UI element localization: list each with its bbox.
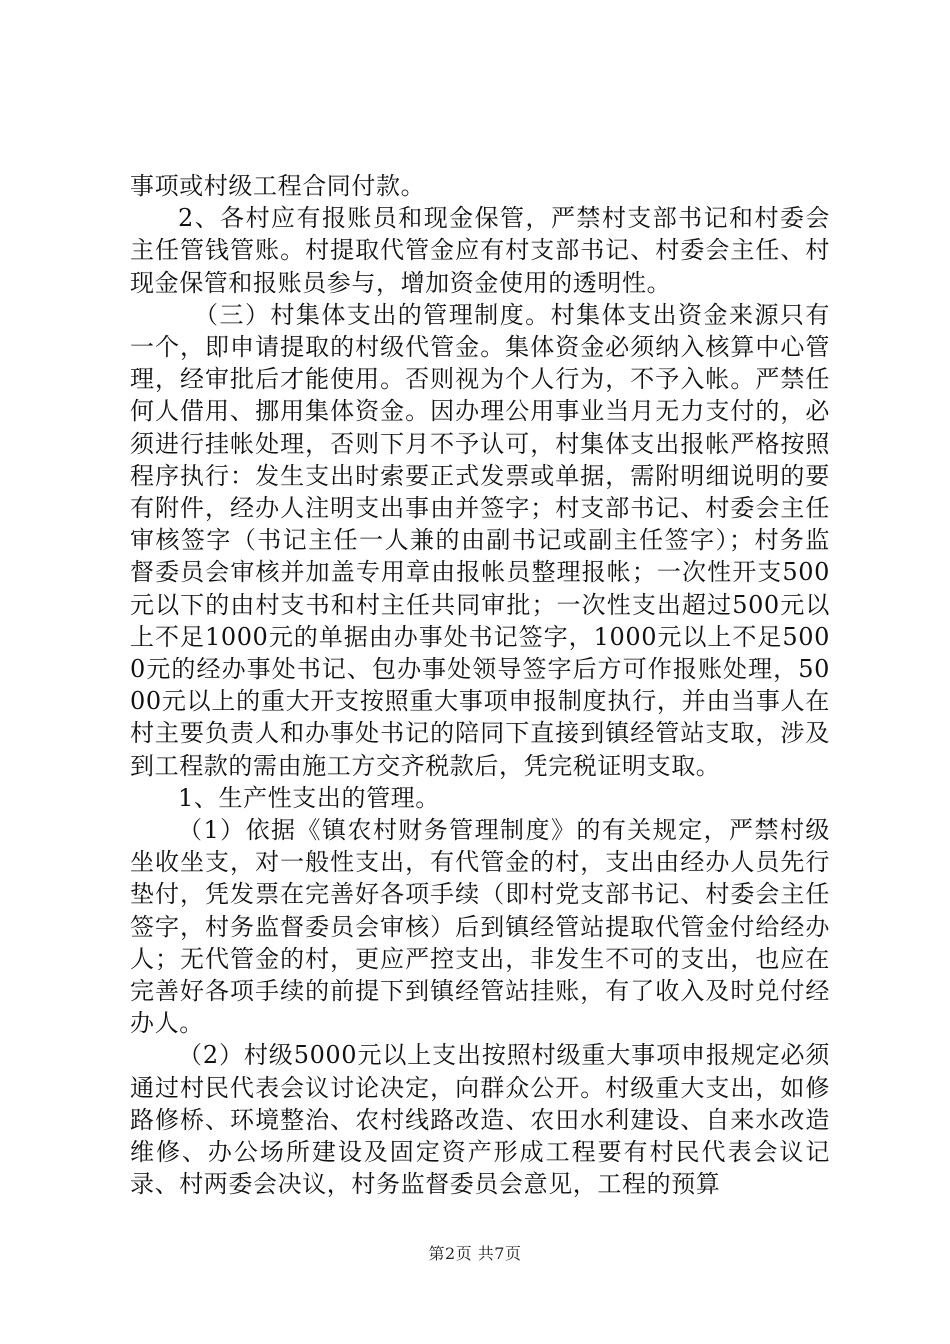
paragraph-item-2: 2、各村应有报账员和现金保管，严禁村支部书记和村委会主任管钱管账。村提取代管金应有村支部书记、村委会主任、村现金保管和报账员参与，增加资金使用的透明性。 [130,204,830,297]
paragraph-continuation: 事项或村级工程合同付款。 [130,172,426,200]
page-number-footer: 第2页 共7页 [428,1244,522,1263]
paragraph-section-3: （三）村集体支出的管理制度。村集体支出资金来源只有一个，即申请提取的村级代管金。集体资金必须纳入核算中心管理，经审批后才能使用。否则视为个人行为，不予入帐。严禁任何人借用、挪用集体资金。因办理公用事业当月无力支付的，必须进行挂帐处理，否则下月不予认可，村集体支出报帐严格按照程序执行：发生支出时索要正式发票或单据，需附明细说明的要有附件，经办人注明支出事由并签字；村支部书记、村委会主任审核签字（书记主任一人兼的由副书记或副主任签字）；村务监督委员会审核并加盖专用章由报帐员整理报帐；一次性开支500元以下的由村支书和村主任共同审批；一次性支出超过500元以上不足1000元的单据由办事处书记签字，1000元以上不足5000元的经办事处书记、包办事处领导签字后方可作报账处理，5000元以上的重大开支按照重大事项申报制度执行，并由当事人在村主要负责人和办事处书记的陪同下直接到镇经管站支取，涉及到工程款的需由施工方交齐税款后，凭完税证明支取。 [130,300,830,780]
paragraph-clause-1: （1）依据《镇农村财务管理制度》的有关规定，严禁村级坐收坐支，对一般性支出，有代管金的村，支出由经办人员先行垫付，凭发票在完善好各项手续（即村党支部书记、村委会主任签字，村务监督委员会审核）后到镇经管站提取代管金付给经办人；无代管金的村，更应严控支出，非发生不可的支出，也应在完善好各项手续的前提下到镇经管站挂账，有了收入及时兑付经办人。 [130,816,830,1038]
document-body [130,170,830,1201]
paragraph-subheading-1: 1、生产性支出的管理。 [178,783,440,812]
paragraph-clause-2: （2）村级5000元以上支出按照村级重大事项申报规定必须通过村民代表会议讨论决定，向群众公开。村级重大支出，如修路修桥、环境整治、农村线路改造、农田水利建设、自来水改造维修、办公场所建设及固定资产形成工程要有村民代表会议记录、村两委会决议，村务监督委员会意见，工程的预算 [130,1041,830,1199]
